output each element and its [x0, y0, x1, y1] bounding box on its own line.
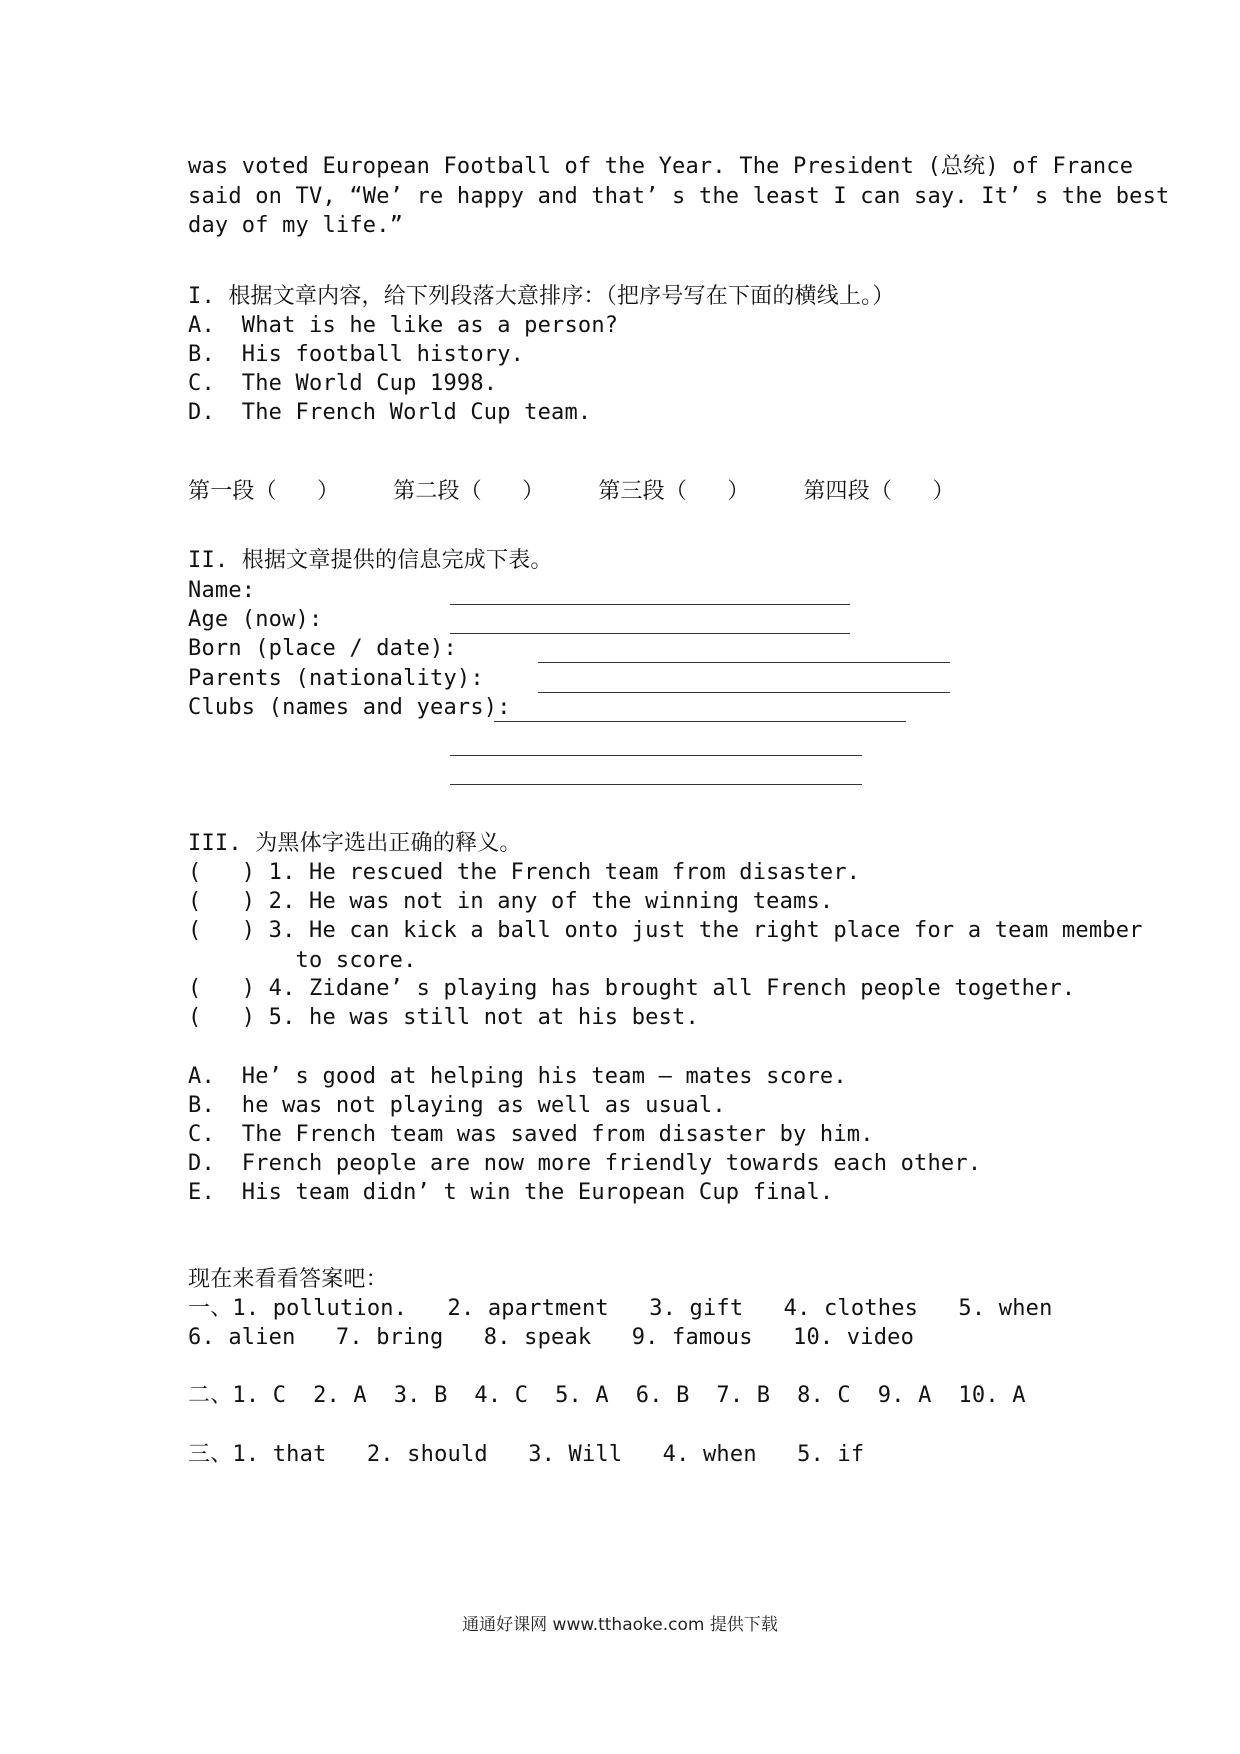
- age-answer-blank[interactable]: [450, 615, 850, 634]
- answers-part1-line1: 一、1. pollution. 2. apartment 3. gift 4. clothes 5. when: [188, 1296, 1053, 1321]
- choice-e: E. His team didn’ t win the European Cup final.: [188, 1180, 834, 1205]
- section1-answer-line: 第一段（ ） 第二段（ ） 第三段（ ） 第四段（ ）: [188, 479, 955, 504]
- section3-item-2: ( ) 2. He was not in any of the winning teams.: [188, 889, 834, 914]
- passage-line-1: was voted European Football of the Year. The President (总统) of France: [188, 154, 1134, 179]
- passage-line-3: day of my life.”: [188, 213, 404, 238]
- choice-d: D. French people are now more friendly towards each other.: [188, 1151, 982, 1176]
- clubs-answer-blank-2[interactable]: [450, 737, 862, 756]
- section1-option-a: A. What is he like as a person?: [188, 313, 619, 338]
- section1-heading: I. 根据文章内容，给下列段落大意排序：（把序号写在下面的横线上。）: [188, 284, 895, 309]
- answers-heading: 现在来看看答案吧：: [188, 1267, 388, 1292]
- answers-part1-line2: 6. alien 7. bring 8. speak 9. famous 10. video: [188, 1325, 915, 1350]
- section3-item-3: ( ) 3. He can kick a ball onto just the right place for a team member: [188, 918, 1143, 943]
- name-answer-blank[interactable]: [450, 586, 850, 605]
- section3-item-1: ( ) 1. He rescued the French team from disaster.: [188, 860, 861, 885]
- field-parents-label: Parents (nationality):: [188, 666, 484, 691]
- section3-heading: III. 为黑体字选出正确的释义。: [188, 831, 522, 856]
- section1-option-b: B. His football history.: [188, 342, 525, 367]
- field-name-label: Name:: [188, 578, 256, 603]
- born-answer-blank[interactable]: [538, 644, 950, 663]
- choice-b: B. he was not playing as well as usual.: [188, 1093, 726, 1118]
- field-age-label: Age (now):: [188, 607, 323, 632]
- section1-option-c: C. The World Cup 1998.: [188, 371, 498, 396]
- section3-item-3-cont: to score.: [188, 948, 417, 973]
- choice-c: C. The French team was saved from disaster by him.: [188, 1122, 874, 1147]
- passage-line-2: said on TV, “We’ re happy and that’ s the least I can say. It’ s the best: [188, 184, 1170, 209]
- section2-heading: II. 根据文章提供的信息完成下表。: [188, 548, 553, 573]
- clubs-answer-blank-1[interactable]: [494, 703, 906, 722]
- field-clubs-label: Clubs (names and years):: [188, 695, 511, 720]
- answers-part3: 三、1. that 2. should 3. Will 4. when 5. if: [188, 1442, 865, 1467]
- answers-part2: 二、1. C 2. A 3. B 4. C 5. A 6. B 7. B 8. C 9. A 10. A: [188, 1383, 1026, 1408]
- parents-answer-blank[interactable]: [538, 674, 950, 693]
- clubs-answer-blank-3[interactable]: [450, 766, 862, 785]
- section3-item-5: ( ) 5. he was still not at his best.: [188, 1005, 699, 1030]
- section1-option-d: D. The French World Cup team.: [188, 400, 592, 425]
- page-footer: 通通好课网 www.tthaoke.com 提供下载: [462, 1615, 778, 1635]
- section3-item-4: ( ) 4. Zidane’ s playing has brought all French people together.: [188, 976, 1076, 1001]
- field-born-label: Born (place / date):: [188, 636, 457, 661]
- choice-a: A. He’ s good at helping his team – mates score.: [188, 1064, 847, 1089]
